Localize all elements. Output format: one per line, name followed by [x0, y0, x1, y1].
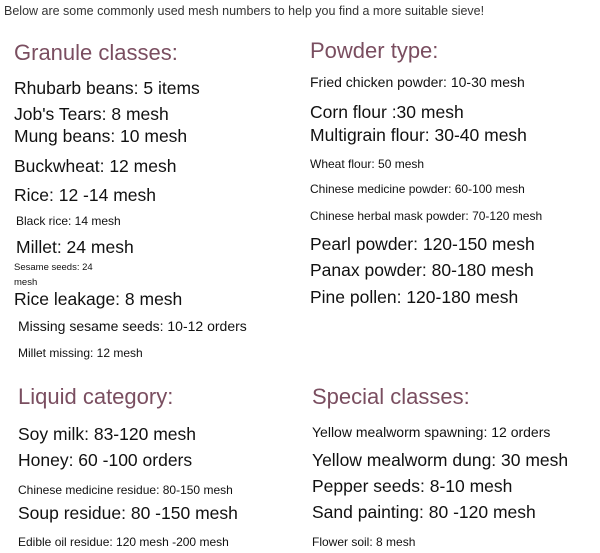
- granule-item: Millet: 24 mesh: [16, 237, 134, 257]
- liquid-item: Chinese medicine residue: 80-150 mesh: [18, 483, 233, 497]
- special-item: Flower soil: 8 mesh: [312, 535, 416, 549]
- granule-item: Sesame seeds: 24: [14, 262, 93, 273]
- powder-item: Pearl powder: 120-150 mesh: [310, 234, 535, 254]
- powder-item: Chinese medicine powder: 60-100 mesh: [310, 182, 525, 196]
- granule-item: Rice: 12 -14 mesh: [14, 185, 157, 205]
- liquid-item: Soy milk: 83-120 mesh: [18, 424, 196, 444]
- granule-heading: Granule classes:: [14, 40, 178, 65]
- powder-heading: Powder type:: [310, 38, 439, 63]
- granule-item: Missing sesame seeds: 10-12 orders: [18, 318, 247, 334]
- granule-item: Rhubarb beans: 5 items: [14, 78, 200, 98]
- special-item: Yellow mealworm spawning: 12 orders: [312, 424, 551, 440]
- special-item: Sand painting: 80 -120 mesh: [312, 502, 536, 522]
- granule-item: Black rice: 14 mesh: [16, 214, 121, 228]
- intro-text: Below are some commonly used mesh numbers to help you find a more suitable sieve!: [4, 4, 485, 18]
- special-item: Yellow mealworm dung: 30 mesh: [312, 450, 569, 470]
- liquid-item: Edible oil residue: 120 mesh -200 mesh: [18, 535, 229, 549]
- powder-item: Corn flour :30 mesh: [310, 102, 464, 122]
- liquid-item: Honey: 60 -100 orders: [18, 450, 193, 470]
- powder-item: Panax powder: 80-180 mesh: [310, 260, 534, 280]
- granule-item: Mung beans: 10 mesh: [14, 126, 188, 146]
- powder-item: Pine pollen: 120-180 mesh: [310, 287, 519, 307]
- special-item: Pepper seeds: 8-10 mesh: [312, 476, 513, 496]
- powder-item: Multigrain flour: 30-40 mesh: [310, 125, 527, 145]
- powder-item: Chinese herbal mask powder: 70-120 mesh: [310, 209, 543, 223]
- liquid-heading: Liquid category:: [18, 384, 174, 409]
- liquid-item: Soup residue: 80 -150 mesh: [18, 503, 238, 523]
- granule-item: Buckwheat: 12 mesh: [14, 156, 177, 176]
- special-heading: Special classes:: [312, 384, 470, 409]
- granule-item: Job's Tears: 8 mesh: [14, 104, 169, 124]
- granule-item: Rice leakage: 8 mesh: [14, 289, 183, 309]
- granule-item: Millet missing: 12 mesh: [18, 346, 143, 360]
- powder-item: Wheat flour: 50 mesh: [310, 157, 425, 171]
- powder-item: Fried chicken powder: 10-30 mesh: [310, 74, 525, 90]
- granule-item: mesh: [14, 277, 38, 288]
